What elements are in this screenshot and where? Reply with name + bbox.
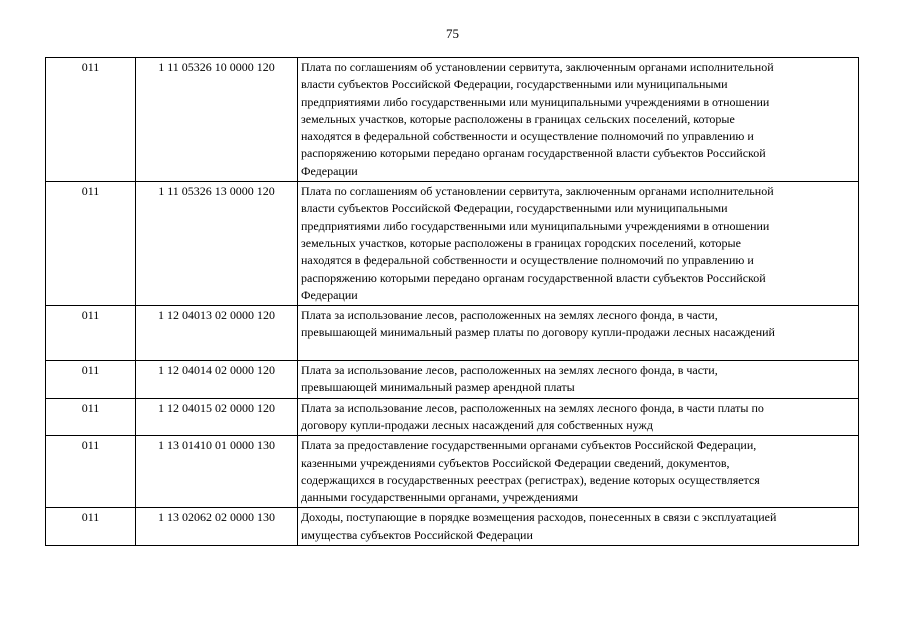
- budget-code-cell: 1 11 05326 10 0000 120: [136, 58, 298, 182]
- table-row: [46, 182, 859, 306]
- budget-code-cell: 1 12 04014 02 0000 120: [136, 361, 298, 399]
- description-line: находятся в федеральной собственности и осуществление полномочий по управлению и: [301, 253, 754, 268]
- admin-code-cell: 011: [46, 398, 136, 436]
- description-line: Плата за предоставление государственными органами субъектов Российской Федерации,: [301, 438, 757, 453]
- description-line: предприятиями либо государственными или муниципальными учреждениями в отношении: [301, 94, 770, 109]
- description-line: Плата по соглашениям об установлении сервитута, заключенным органами исполнительной: [301, 60, 774, 74]
- table-row: [46, 306, 859, 361]
- budget-classification-table: [45, 57, 859, 546]
- table-row: [46, 361, 859, 399]
- description-line: Плата за использование лесов, расположенных на землях лесного фонда, в части платы по: [301, 400, 764, 415]
- table-row: [46, 508, 859, 546]
- description-line: земельных участков, которые расположены в границах городских поселений, которые: [301, 235, 741, 250]
- budget-code-cell: 1 13 01410 01 0000 130: [136, 436, 298, 508]
- description-line: распоряжению которыми передано органам государственной власти субъектов Российской: [301, 146, 766, 161]
- description-line: земельных участков, которые расположены в границах сельских поселений, которые: [301, 111, 735, 126]
- budget-code-cell: 1 12 04013 02 0000 120: [136, 306, 298, 361]
- description-cell: [298, 361, 859, 399]
- description-line: Плата за использование лесов, расположенных на землях лесного фонда, в части,: [301, 308, 718, 323]
- table-row: [46, 398, 859, 436]
- description-line: казенными учреждениями субъектов Российской Федерации сведений, документов,: [301, 455, 730, 470]
- description-line-blank: [301, 342, 855, 359]
- admin-code-cell: 011: [46, 361, 136, 399]
- admin-code-cell: 011: [46, 182, 136, 306]
- admin-code-cell: 011: [46, 58, 136, 182]
- description-cell: [298, 436, 859, 508]
- table-row: [46, 58, 859, 182]
- budget-code-cell: 1 11 05326 13 0000 120: [136, 182, 298, 306]
- description-line: Доходы, поступающие в порядке возмещения расходов, понесенных в связи с эксплуатацией: [301, 510, 777, 525]
- budget-code-cell: 1 12 04015 02 0000 120: [136, 398, 298, 436]
- admin-code-cell: 011: [46, 306, 136, 361]
- description-line: содержащихся в государственных реестрах (регистрах), ведение которых осуществляется: [301, 472, 760, 487]
- description-cell: [298, 182, 859, 306]
- page-number: 75: [446, 26, 459, 41]
- budget-code-cell: 1 13 02062 02 0000 130: [136, 508, 298, 546]
- description-cell: [298, 306, 859, 361]
- table-row: [46, 436, 859, 508]
- description-cell: [298, 58, 859, 182]
- description-line: Федерации: [301, 163, 358, 178]
- admin-code-cell: 011: [46, 508, 136, 546]
- description-line: превышающей минимальный размер платы по договору купли-продажи лесных насаждений: [301, 325, 775, 340]
- description-line: данными государственными органами, учреждениями: [301, 490, 579, 505]
- description-line: имущества субъектов Российской Федерации: [301, 527, 533, 542]
- description-line: превышающей минимальный размер арендной платы: [301, 380, 575, 395]
- admin-code-cell: 011: [46, 436, 136, 508]
- description-line: власти субъектов Российской Федерации, государственными или муниципальными: [301, 201, 728, 216]
- description-line: находятся в федеральной собственности и осуществление полномочий по управлению и: [301, 129, 754, 144]
- description-line: договору купли-продажи лесных насаждений для собственных нужд: [301, 417, 653, 432]
- description-line: Плата за использование лесов, расположенных на землях лесного фонда, в части,: [301, 363, 718, 378]
- description-line: распоряжению которыми передано органам государственной власти субъектов Российской: [301, 270, 766, 285]
- description-line: предприятиями либо государственными или муниципальными учреждениями в отношении: [301, 218, 770, 233]
- description-line: Федерации: [301, 287, 358, 302]
- description-line: Плата по соглашениям об установлении сервитута, заключенным органами исполнительной: [301, 184, 774, 199]
- description-line: власти субъектов Российской Федерации, государственными или муниципальными: [301, 77, 728, 92]
- table-body: [46, 58, 859, 546]
- description-cell: [298, 398, 859, 436]
- description-cell: [298, 508, 859, 546]
